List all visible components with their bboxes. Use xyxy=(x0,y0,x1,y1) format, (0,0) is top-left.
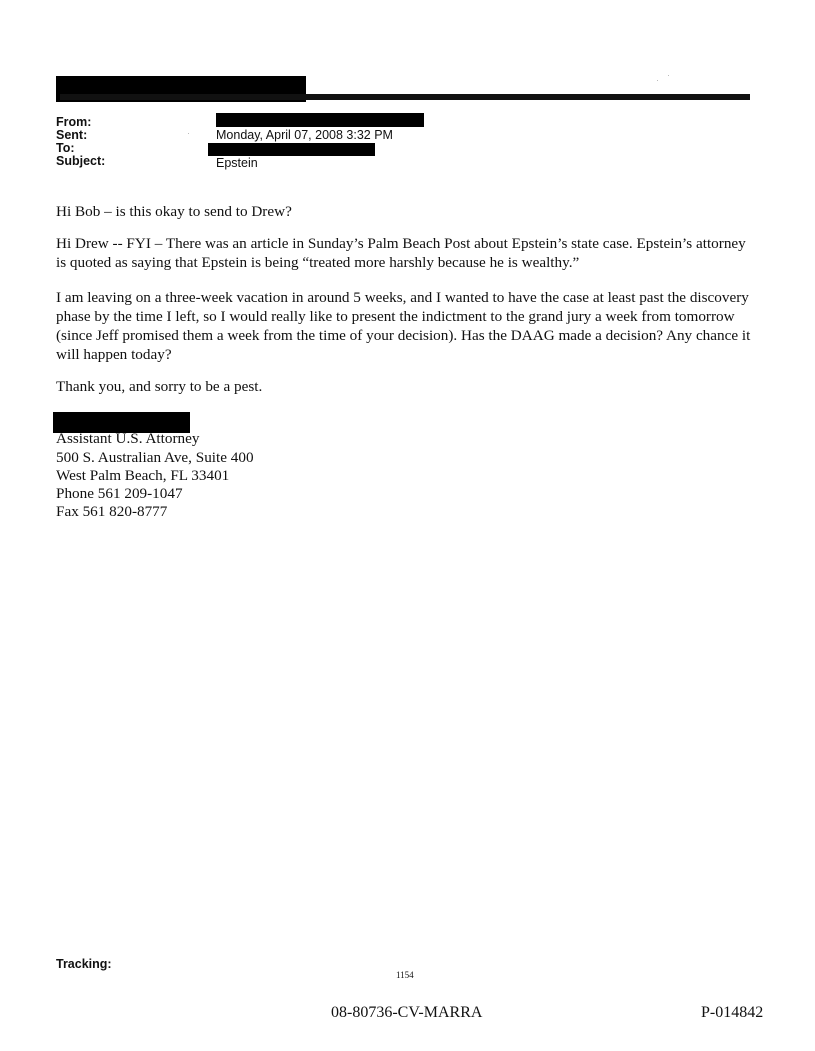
page-number: 1154 xyxy=(396,970,414,980)
scan-speck xyxy=(188,133,189,134)
body-paragraph-thanks: Thank you, and sorry to be a pest. xyxy=(56,378,263,395)
email-body xyxy=(56,202,756,221)
redaction-from-value xyxy=(216,113,424,127)
sent-label: Sent: xyxy=(56,128,88,142)
signature-title: Assistant U.S. Attorney xyxy=(56,430,200,447)
body-paragraph-request: I am leaving on a three-week vacation in around 5 weeks, and I wanted to have the case at least past the discovery phase by the time I left, so I would really like to present the indictment to the grand jury a week from tomorrow (since Jeff promised them a week from the time of your decision). Has the DAAG made a decision? Any chance it will happen today? xyxy=(56,289,751,363)
email-body-thanks xyxy=(56,377,756,396)
signature-address-line1: 500 S. Australian Ave, Suite 400 xyxy=(56,449,254,466)
scan-speck xyxy=(668,75,669,76)
body-paragraph-fyi: Hi Drew -- FYI – There was an article in Sunday’s Palm Beach Post about Epstein’s state case. Epstein’s attorney is quoted as saying that Epstein is being “treated more harshly because he is wealthy.” xyxy=(56,235,746,271)
bates-number: P-014842 xyxy=(701,1004,764,1021)
signature-address-line2: West Palm Beach, FL 33401 xyxy=(56,467,230,484)
subject-value: Epstein xyxy=(216,156,258,170)
body-paragraph-greeting: Hi Bob – is this okay to send to Drew? xyxy=(56,203,292,220)
scan-speck xyxy=(657,80,658,81)
sent-value: Monday, April 07, 2008 3:32 PM xyxy=(216,128,393,142)
case-number: 08-80736-CV-MARRA xyxy=(331,1004,483,1021)
signature-phone: Phone 561 209-1047 xyxy=(56,485,183,502)
to-label: To: xyxy=(56,141,75,155)
tracking-label: Tracking: xyxy=(56,957,112,971)
signature-fax: Fax 561 820-8777 xyxy=(56,503,168,520)
email-body-fyi xyxy=(56,234,756,272)
subject-label: Subject: xyxy=(56,154,106,168)
redaction-to-value xyxy=(208,143,375,156)
email-body-request xyxy=(56,288,756,364)
header-rule xyxy=(60,94,750,100)
from-label: From: xyxy=(56,115,92,129)
